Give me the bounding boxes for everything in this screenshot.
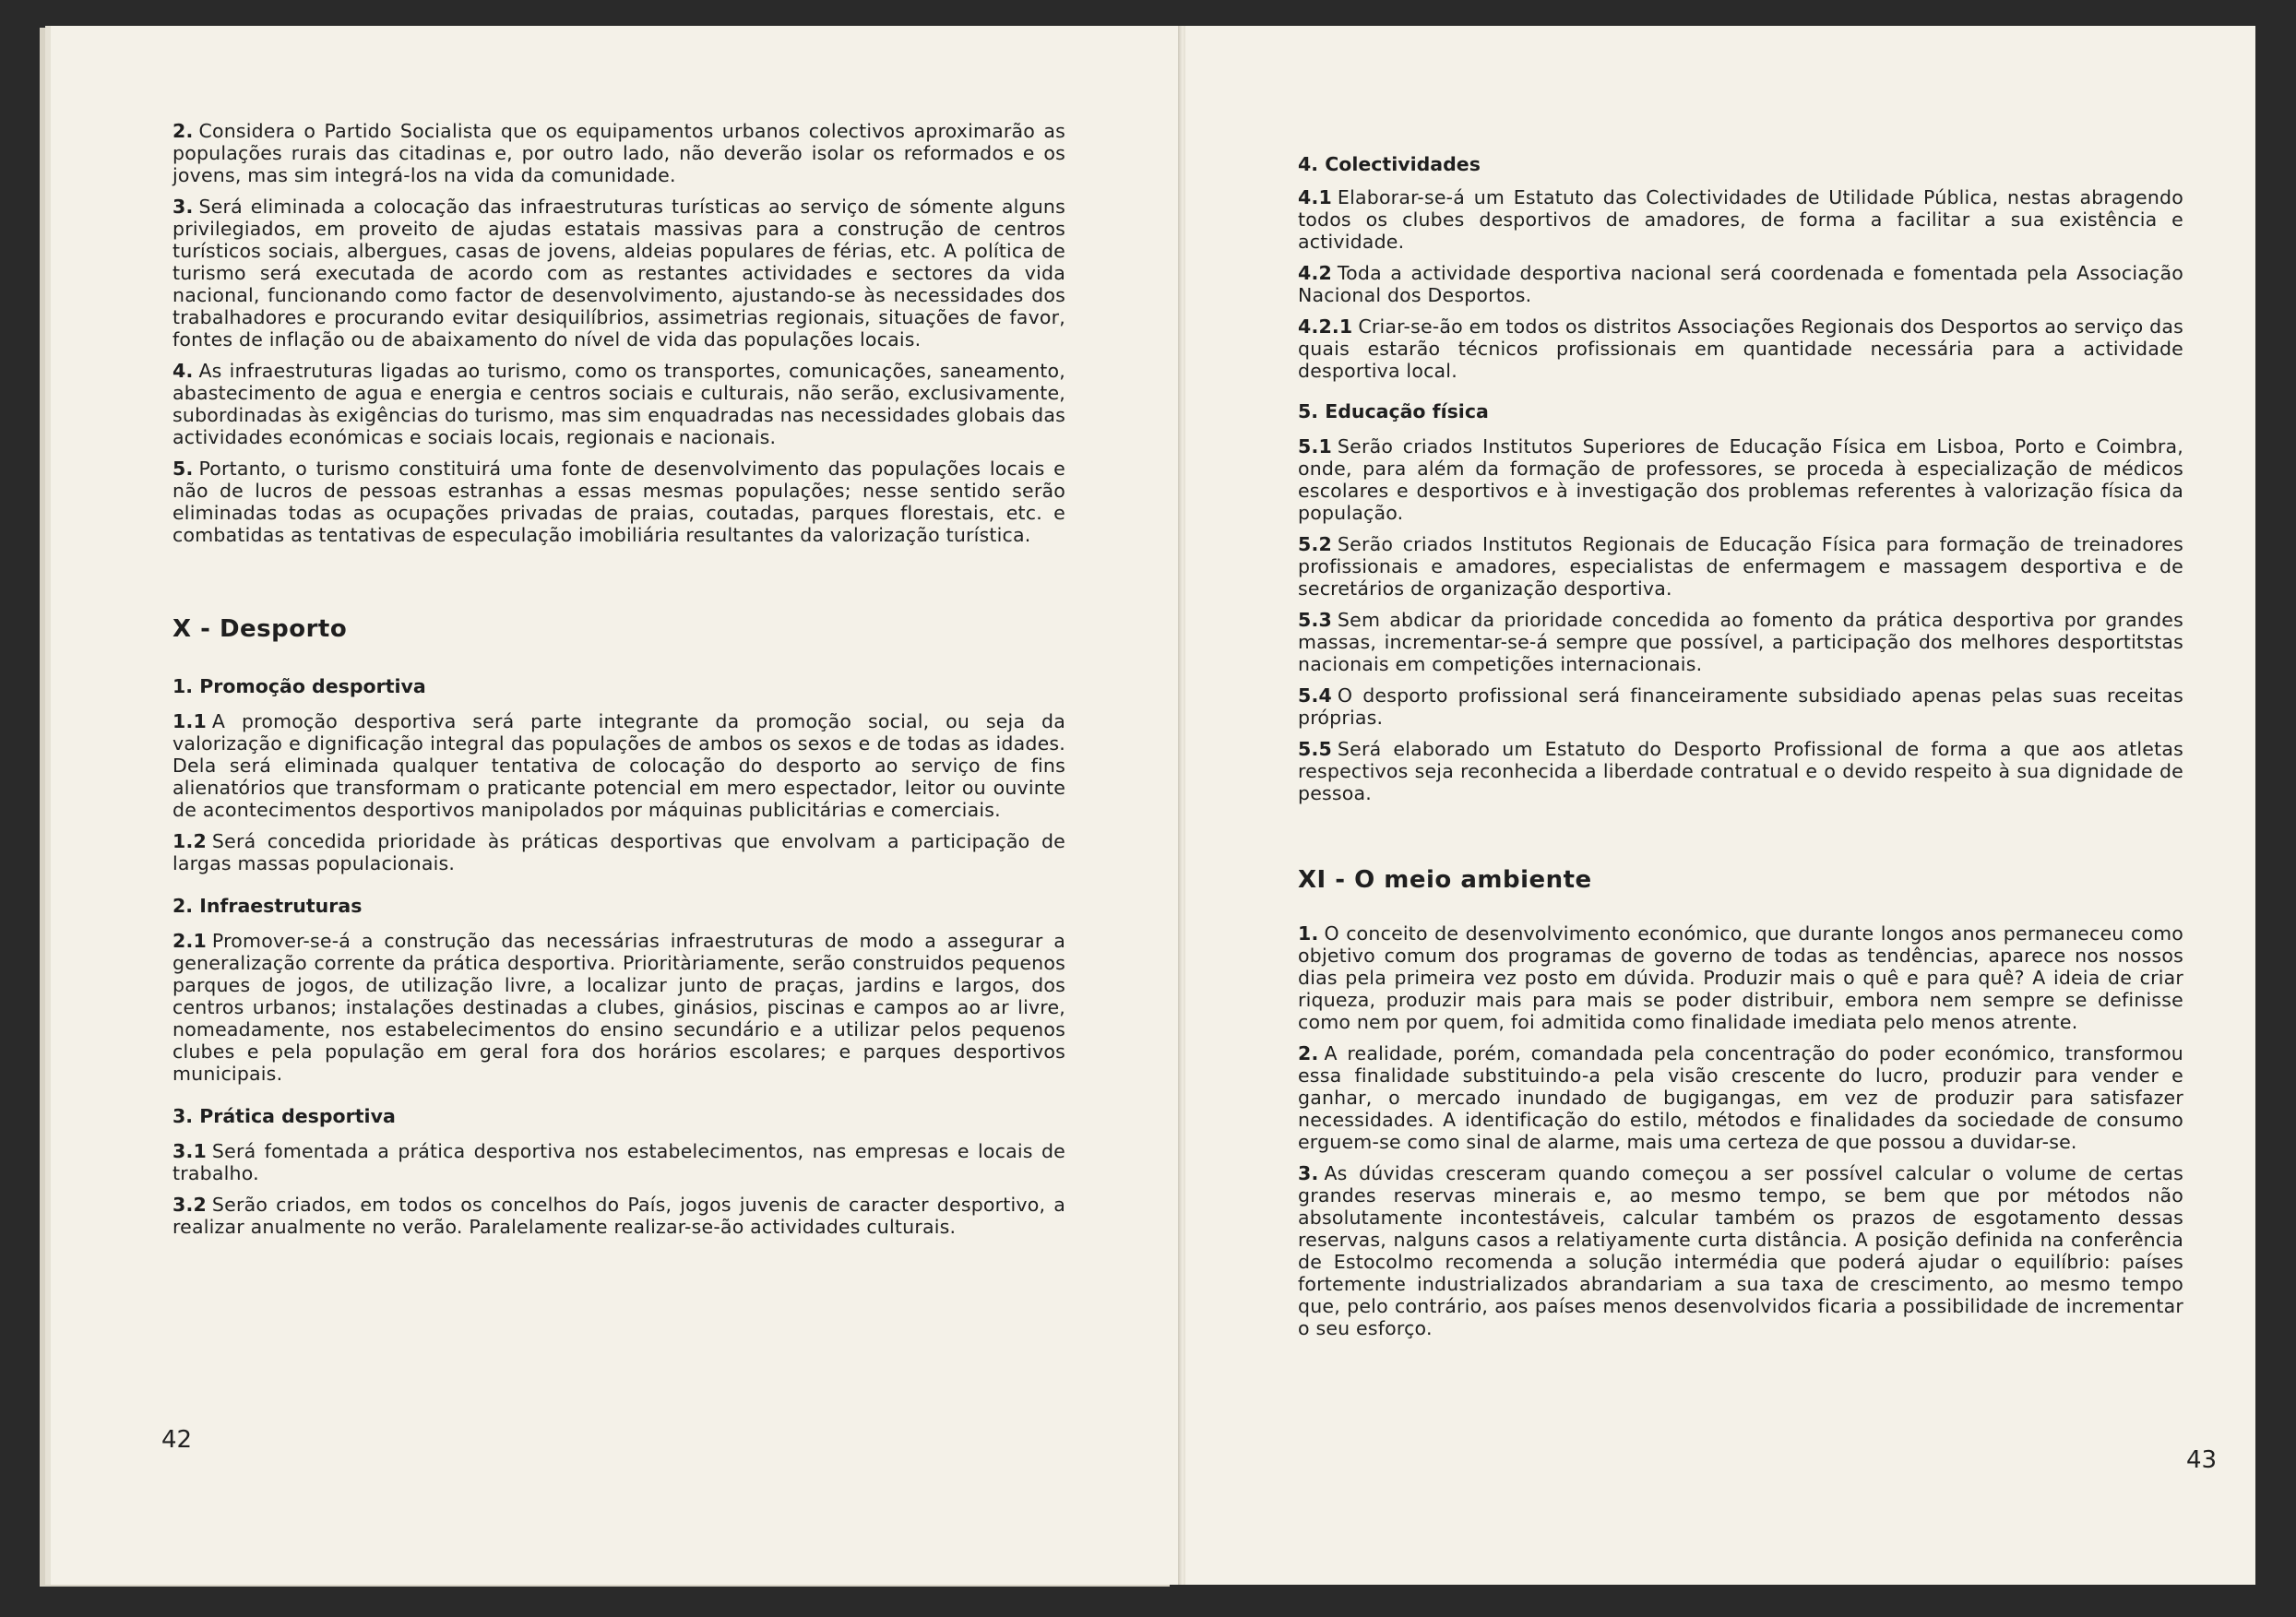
paragraph: 2. A realidade, porém, comandada pela concentração do poder económico, transformou essa finalidade substituindo-a pela visão crescente do lucro, produzir para vender e ganhar, o mercado inundado de bugigangas, em vez de produzir para satisfazer necessidades. A identificação do estilo, métodos e finalidades da sociedade de consumo erguem-se como sinal de alarme, mais uma certeza de que possou a duvidar-se. [1298, 1042, 2183, 1153]
paragraph: 2. Considera o Partido Socialista que os equipamentos urbanos colectivos aproximarão as populações rurais das citadinas e, por outro lado, não deverão isolar os reformados e os jovens, mas sim integrá-los na vida da comunidade. [172, 120, 1065, 186]
paragraph: 5.5 Será elaborado um Estatuto do Desporto Profissional de forma a que aos atletas respectivos seja reconhecida a liberdade contratual e o devido respeito à sua dignidade de pessoa. [1298, 738, 2183, 804]
paragraph: 5. Portanto, o turismo constituirá uma fonte de desenvolvimento das populações locais e não de lucros de pessoas estranhas a essas mesmas populações; nesse sentido serão eliminadas todas as ocupações privadas de praias, coutadas, parques florestais, etc. e combatidas as tentativas de especulação imobiliária resultantes da valorização turística. [172, 458, 1065, 546]
paragraph: 3. As dúvidas cresceram quando começou a ser possível calcular o volume de certas grandes reservas minerais e, ao mesmo tempo, se bem que por métodos não absolutamente incontestáveis, calcular também os prazos de esgotamento dessas reservas, nalguns casos a relatiyamente curta distância. A posição definida na conferência de Estocolmo recomenda a solução intermédia que poderá ajudar o equilíbrio: países fortemente industrializados abrandariam a sua taxa de crescimento, ao mesmo tempo que, pelo contrário, aos países menos desenvolvidos ficaria a possibilidade de incrementar o seu esforço. [1298, 1162, 2183, 1339]
paragraph: 3.2 Serão criados, em todos os concelhos do País, jogos juvenis de caracter desportivo, a realizar anualmente no verão. Paralelamente realizar-se-ão actividades culturais. [172, 1194, 1065, 1238]
paragraph: 5.4 O desporto profissional será financeiramente subsidiado apenas pelas suas receitas próprias. [1298, 684, 2183, 729]
section-heading: 2. Infraestruturas [172, 895, 363, 917]
paragraph: 5.2 Serão criados Institutos Regionais de Educação Física para formação de treinadores profissionais e amadores, especialistas de enfermagem e massagem desportiva e de secretários de organização desportiva. [1298, 533, 2183, 600]
paragraph: 4.2 Toda a actividade desportiva nacional será coordenada e fomentada pela Associação Nacional dos Desportos. [1298, 262, 2183, 306]
right-page [1185, 26, 2255, 1585]
paragraph: 5.1 Serão criados Institutos Superiores de Educação Física em Lisboa, Porto e Coimbra, onde, para além da formação de professores, se proceda à especialização de médicos escolares e desportivos e à investigação dos problemas referentes à valorização física da população. [1298, 435, 2183, 524]
paragraph: 3. Será eliminada a colocação das infraestruturas turísticas ao serviço de sómente alguns privilegiados, em proveito de ajudas estatais massivas para a construção de centros turísticos sociais, albergues, casas de jovens, aldeias populares de férias, etc. A política de turismo será executada de acordo com as restantes actividades e sectores da vida nacional, funcionando como factor de desenvolvimento, ajustando-se às necessidades dos trabalhadores e procurando evitar desiquilíbrios, assimetrias regionais, situações de favor, fontes de inflação ou de abaixamento do nível de vida das populações locais. [172, 196, 1065, 351]
paragraph: 4.1 Elaborar-se-á um Estatuto das Colectividades de Utilidade Pública, nestas abragendo todos os clubes desportivos de amadores, de forma a facilitar a sua existência e actividade. [1298, 186, 2183, 253]
paragraph: 3.1 Será fomentada a prática desportiva nos estabelecimentos, nas empresas e locais de trabalho. [172, 1140, 1065, 1184]
section-heading: 5. Educação física [1298, 400, 1489, 422]
section-heading: 1. Promoção desportiva [172, 675, 426, 697]
section-heading: 4. Colectividades [1298, 153, 1481, 175]
right-page-content [1298, 153, 2183, 1349]
page-number: 43 [2186, 1446, 2218, 1474]
paragraph: 1.1 A promoção desportiva será parte integrante da promoção social, ou seja da valorização e dignificação integral das populações de ambos os sexos e de todas as idades. Dela será eliminada qualquer tentativa de colocação do desporto ao serviço de fins alienatórios que transformam o praticante potencial em mero espectador, leitor ou ouvinte de acontecimentos desportivos manipolados por máquinas publicitárias e comerciais. [172, 710, 1065, 821]
book-spread [51, 26, 2255, 1594]
paragraph: 4. As infraestruturas ligadas ao turismo, como os transportes, comunicações, saneamento, abastecimento de agua e energia e centros sociais e culturais, não serão, exclusivamente, subordinadas às exigências do turismo, mas sim enquadradas nas necessidades globais das actividades económicas e sociais locais, regionais e nacionais. [172, 360, 1065, 448]
paragraph: 4.2.1 Criar-se-ão em todos os distritos Associações Regionais dos Desportos ao serviço das quais estarão técnicos profissionais em quantidade necessária para a actividade desportiva local. [1298, 315, 2183, 382]
section-heading: 3. Prática desportiva [172, 1105, 396, 1127]
left-page-content [172, 120, 1065, 1247]
page-number: 42 [161, 1426, 193, 1454]
chapter-title: X - Desporto [172, 615, 348, 643]
chapter-title: XI - O meio ambiente [1298, 866, 1592, 894]
paragraph: 2.1 Promover-se-á a construção das necessárias infraestruturas de modo a assegurar a generalização corrente da prática desportiva. Prioritàriamente, serão construidos pequenos parques de jogos, de utilização livre, a localizar junto de praças, jardins e largos, dos centros urbanos; instalações destinadas a clubes, ginásios, piscinas e campos ao ar livre, nomeadamente, nos estabelecimentos do ensino secundário e a utilizar pelos pequenos clubes e pela população em geral fora dos horários escolares; e parques desportivos municipais. [172, 930, 1065, 1085]
paragraph: 5.3 Sem abdicar da prioridade concedida ao fomento da prática desportiva por grandes massas, incrementar-se-á sempre que possível, a participação dos melhores desportitstas nacionais em competições internacionais. [1298, 609, 2183, 675]
left-page [51, 26, 1181, 1585]
paragraph: 1. O conceito de desenvolvimento económico, que durante longos anos permaneceu como objetivo comum dos programas de governo de todas as tendências, aparece nos nossos dias pela primeira vez posto em dúvida. Produzir mais o quê e para quê? A ideia de criar riqueza, produzir mais para mais se poder distribuir, embora nem sempre se definisse como nem por quem, foi admitida como finalidade imediata pelo menos atrente. [1298, 922, 2183, 1033]
paragraph: 1.2 Será concedida prioridade às práticas desportivas que envolvam a participação de largas massas populacionais. [172, 830, 1065, 874]
